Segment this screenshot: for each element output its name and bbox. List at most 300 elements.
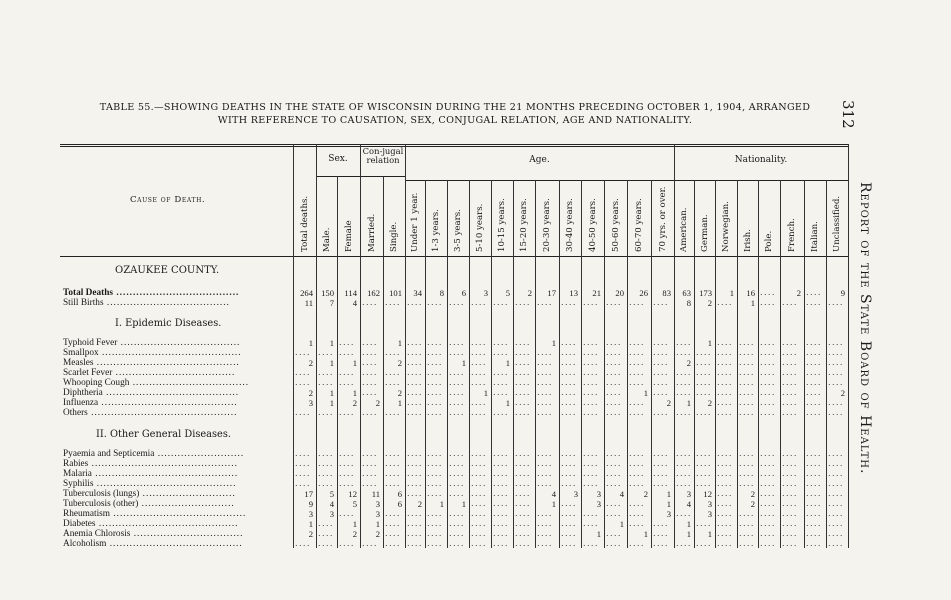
empty-cell: .... <box>653 358 669 367</box>
empty-cell: .... <box>449 398 465 407</box>
empty-cell: .... <box>537 529 553 538</box>
empty-cell: .... <box>583 348 599 357</box>
row-label: Smallpox .......................................... <box>63 348 242 358</box>
empty-cell: .... <box>449 459 465 468</box>
empty-cell: .... <box>471 398 487 407</box>
table-cell: 1 <box>375 519 380 529</box>
column-header: 70 yrs. or over. <box>657 186 668 252</box>
row-label: Diphtheria ........................................ <box>63 388 240 398</box>
empty-cell: .... <box>629 398 645 407</box>
empty-cell: .... <box>606 509 622 518</box>
empty-cell: .... <box>760 388 776 397</box>
empty-cell: .... <box>515 408 531 417</box>
empty-cell: .... <box>653 529 669 538</box>
conjugal-header: Con-jugal relation <box>362 146 404 165</box>
table-cell: 2 <box>686 358 691 368</box>
table-cell: 20 <box>615 288 624 298</box>
empty-cell: .... <box>515 298 531 307</box>
row-label: Typhoid Fever .................................... <box>63 338 241 348</box>
empty-cell: .... <box>760 469 776 478</box>
table-cell: 1 <box>505 358 510 368</box>
empty-cell: .... <box>493 348 509 357</box>
empty-cell: .... <box>407 479 423 488</box>
empty-cell: .... <box>676 449 692 458</box>
column-header: Unclassified. <box>832 195 842 252</box>
empty-cell: .... <box>828 479 844 488</box>
table-cell: 7 <box>329 298 334 308</box>
empty-cell: .... <box>606 398 622 407</box>
column-rule <box>804 180 805 548</box>
empty-cell: .... <box>339 539 355 548</box>
empty-cell: .... <box>471 358 487 367</box>
column-header: 60-70 years. <box>634 198 644 252</box>
table-top-rule-2 <box>60 146 848 147</box>
empty-cell: .... <box>339 408 355 417</box>
empty-cell: .... <box>782 338 798 347</box>
table-cell: 5 <box>505 288 510 298</box>
empty-cell: .... <box>653 539 669 548</box>
empty-cell: .... <box>653 298 669 307</box>
empty-cell: .... <box>427 479 443 488</box>
empty-cell: .... <box>782 368 798 377</box>
empty-cell: .... <box>471 449 487 458</box>
table-cell: 1 <box>707 338 712 348</box>
empty-cell: .... <box>515 338 531 347</box>
empty-cell: .... <box>295 469 311 478</box>
empty-cell: .... <box>828 529 844 538</box>
empty-cell: .... <box>427 509 443 518</box>
column-header: 20-30 years. <box>542 198 552 252</box>
empty-cell: .... <box>676 338 692 347</box>
table-cell: 1 <box>551 338 556 348</box>
table-cell: 162 <box>367 288 380 298</box>
empty-cell: .... <box>427 338 443 347</box>
empty-cell: .... <box>806 298 822 307</box>
empty-cell: .... <box>676 348 692 357</box>
empty-cell: .... <box>806 378 822 387</box>
empty-cell: .... <box>407 388 423 397</box>
table-cell: 16 <box>746 288 755 298</box>
empty-cell: .... <box>407 338 423 347</box>
empty-cell: .... <box>561 459 577 468</box>
empty-cell: .... <box>471 459 487 468</box>
column-header: American. <box>679 207 689 252</box>
empty-cell: .... <box>739 348 755 357</box>
empty-cell: .... <box>318 348 334 357</box>
empty-cell: .... <box>449 408 465 417</box>
table-cell: 2 <box>397 388 402 398</box>
empty-cell: .... <box>782 398 798 407</box>
column-rule <box>469 180 470 548</box>
empty-cell: .... <box>362 338 378 347</box>
empty-cell: .... <box>653 479 669 488</box>
empty-cell: .... <box>449 338 465 347</box>
empty-cell: .... <box>739 479 755 488</box>
row-label: Tuberculosis (other) ............................ <box>63 499 235 509</box>
table-cell: 3 <box>666 509 671 519</box>
empty-cell: .... <box>493 519 509 528</box>
empty-cell: .... <box>760 378 776 387</box>
empty-cell: .... <box>629 459 645 468</box>
empty-cell: .... <box>828 338 844 347</box>
empty-cell: .... <box>696 539 712 548</box>
table-cell: 2 <box>352 398 357 408</box>
empty-cell: .... <box>739 449 755 458</box>
empty-cell: .... <box>806 348 822 357</box>
table-cell: 8 <box>439 288 444 298</box>
empty-cell: .... <box>493 459 509 468</box>
row-label: Scarlet Fever .................................... <box>63 368 236 378</box>
empty-cell: .... <box>537 449 553 458</box>
title-line-2: WITH REFERENCE TO CAUSATION, SEX, CONJUGAL RELATION, AGE AND NATIONALITY. <box>217 115 693 126</box>
row-label: Malaria ........................................... <box>63 469 239 479</box>
table-cell: 83 <box>662 288 671 298</box>
empty-cell: .... <box>339 479 355 488</box>
table-cell: 1 <box>397 338 402 348</box>
empty-cell: .... <box>828 398 844 407</box>
column-header: 30-40 years. <box>565 198 575 252</box>
empty-cell: .... <box>717 348 733 357</box>
page-number: 312 <box>839 100 857 129</box>
table-cell: 9 <box>308 499 313 509</box>
empty-cell: .... <box>828 459 844 468</box>
empty-cell: .... <box>561 348 577 357</box>
empty-cell: .... <box>782 519 798 528</box>
empty-cell: .... <box>739 358 755 367</box>
row-label: Whooping Cough ................................... <box>63 378 250 388</box>
empty-cell: .... <box>471 338 487 347</box>
empty-cell: .... <box>515 479 531 488</box>
empty-cell: .... <box>782 539 798 548</box>
empty-cell: .... <box>407 459 423 468</box>
table-cell: 9 <box>840 288 845 298</box>
table-cell: 21 <box>592 288 601 298</box>
empty-cell: .... <box>493 408 509 417</box>
table-cell: 2 <box>796 288 801 298</box>
empty-cell: .... <box>339 459 355 468</box>
table-cell: 1 <box>352 388 357 398</box>
empty-cell: .... <box>760 509 776 518</box>
empty-cell: .... <box>828 509 844 518</box>
column-header: 15-20 years. <box>519 198 529 252</box>
table-cell: 3 <box>707 509 712 519</box>
empty-cell: .... <box>583 509 599 518</box>
empty-cell: .... <box>407 529 423 538</box>
empty-cell: .... <box>537 398 553 407</box>
empty-cell: .... <box>717 529 733 538</box>
empty-cell: .... <box>760 368 776 377</box>
empty-cell: .... <box>561 388 577 397</box>
empty-cell: .... <box>385 459 401 468</box>
empty-cell: .... <box>606 368 622 377</box>
empty-cell: .... <box>606 358 622 367</box>
empty-cell: .... <box>629 348 645 357</box>
empty-cell: .... <box>760 459 776 468</box>
empty-cell: .... <box>629 358 645 367</box>
column-header: French. <box>787 218 797 252</box>
age-header: Age. <box>529 155 550 165</box>
empty-cell: .... <box>806 338 822 347</box>
empty-cell: .... <box>449 479 465 488</box>
empty-cell: .... <box>717 469 733 478</box>
table-cell: 12 <box>703 489 712 499</box>
empty-cell: .... <box>362 368 378 377</box>
empty-cell: .... <box>676 479 692 488</box>
empty-cell: .... <box>407 519 423 528</box>
empty-cell: .... <box>537 388 553 397</box>
empty-cell: .... <box>739 378 755 387</box>
table-cell: 264 <box>300 288 313 298</box>
empty-cell: .... <box>739 398 755 407</box>
empty-cell: .... <box>760 539 776 548</box>
empty-cell: .... <box>782 298 798 307</box>
empty-cell: .... <box>760 499 776 508</box>
row-label: Syphilis .......................................... <box>63 479 237 489</box>
empty-cell: .... <box>427 348 443 357</box>
empty-cell: .... <box>739 469 755 478</box>
empty-cell: .... <box>427 378 443 387</box>
empty-cell: .... <box>407 378 423 387</box>
empty-cell: .... <box>449 449 465 458</box>
empty-cell: .... <box>760 358 776 367</box>
table-cell: 2 <box>308 529 313 539</box>
empty-cell: .... <box>606 298 622 307</box>
empty-cell: .... <box>407 298 423 307</box>
empty-cell: .... <box>717 378 733 387</box>
empty-cell: .... <box>583 388 599 397</box>
empty-cell: .... <box>828 368 844 377</box>
table-cell: 2 <box>707 298 712 308</box>
table-cell: 1 <box>439 499 444 509</box>
empty-cell: .... <box>653 408 669 417</box>
empty-cell: .... <box>561 539 577 548</box>
empty-cell: .... <box>561 449 577 458</box>
table-cell: 2 <box>352 529 357 539</box>
column-rule <box>425 180 426 548</box>
empty-cell: .... <box>493 368 509 377</box>
table-cell: 1 <box>619 519 624 529</box>
empty-cell: .... <box>339 338 355 347</box>
empty-cell: .... <box>782 358 798 367</box>
empty-cell: .... <box>739 388 755 397</box>
empty-cell: .... <box>828 539 844 548</box>
column-header: 3-5 years. <box>453 209 463 252</box>
table-cell: 1 <box>352 519 357 529</box>
column-header: Norwegian. <box>721 201 731 252</box>
empty-cell: .... <box>449 519 465 528</box>
empty-cell: .... <box>806 469 822 478</box>
table-cell: 2 <box>643 489 648 499</box>
empty-cell: .... <box>561 479 577 488</box>
empty-cell: .... <box>537 459 553 468</box>
empty-cell: .... <box>676 408 692 417</box>
table-cell: 8 <box>686 298 691 308</box>
table-cell: 2 <box>750 489 755 499</box>
table-cell: 3 <box>308 398 313 408</box>
column-rule <box>405 144 406 548</box>
empty-cell: .... <box>561 529 577 538</box>
table-cell: 4 <box>686 499 691 509</box>
empty-cell: .... <box>362 388 378 397</box>
empty-cell: .... <box>537 519 553 528</box>
empty-cell: .... <box>427 398 443 407</box>
empty-cell: .... <box>828 489 844 498</box>
table-cell: 114 <box>344 288 357 298</box>
empty-cell: .... <box>828 449 844 458</box>
empty-cell: .... <box>782 348 798 357</box>
empty-cell: .... <box>362 449 378 458</box>
table-cell: 3 <box>596 499 601 509</box>
empty-cell: .... <box>407 408 423 417</box>
empty-cell: .... <box>385 408 401 417</box>
empty-cell: .... <box>606 529 622 538</box>
row-label: Others ............................................ <box>63 408 238 418</box>
empty-cell: .... <box>385 298 401 307</box>
empty-cell: .... <box>629 368 645 377</box>
table-cell: 1 <box>461 358 466 368</box>
empty-cell: .... <box>515 519 531 528</box>
table-cell: 6 <box>461 288 466 298</box>
table-cell: 1 <box>352 358 357 368</box>
table-cell: 26 <box>639 288 648 298</box>
empty-cell: .... <box>583 338 599 347</box>
empty-cell: .... <box>449 489 465 498</box>
empty-cell: .... <box>515 348 531 357</box>
table-cell: 1 <box>308 519 313 529</box>
empty-cell: .... <box>493 529 509 538</box>
empty-cell: .... <box>739 509 755 518</box>
column-rule <box>848 144 849 548</box>
empty-cell: .... <box>385 469 401 478</box>
empty-cell: .... <box>696 408 712 417</box>
table-cell: 1 <box>308 338 313 348</box>
table-cell: 13 <box>569 288 578 298</box>
empty-cell: .... <box>385 348 401 357</box>
table-cell: 3 <box>483 288 488 298</box>
empty-cell: .... <box>717 398 733 407</box>
empty-cell: .... <box>407 509 423 518</box>
empty-cell: .... <box>295 378 311 387</box>
empty-cell: .... <box>583 539 599 548</box>
empty-cell: .... <box>295 459 311 468</box>
empty-cell: .... <box>407 469 423 478</box>
row-label: Influenza ......................................... <box>63 398 238 408</box>
empty-cell: .... <box>583 459 599 468</box>
empty-cell: .... <box>295 449 311 458</box>
empty-cell: .... <box>653 388 669 397</box>
empty-cell: .... <box>606 469 622 478</box>
empty-cell: .... <box>739 408 755 417</box>
empty-cell: .... <box>606 539 622 548</box>
sex-header: Sex. <box>328 154 348 164</box>
empty-cell: .... <box>739 368 755 377</box>
empty-cell: .... <box>717 489 733 498</box>
empty-cell: .... <box>828 408 844 417</box>
table-cell: 17 <box>304 489 313 499</box>
empty-cell: .... <box>471 408 487 417</box>
table-cell: 2 <box>375 398 380 408</box>
empty-cell: .... <box>583 469 599 478</box>
empty-cell: .... <box>760 398 776 407</box>
empty-cell: .... <box>471 499 487 508</box>
table-cell: 1 <box>686 519 691 529</box>
empty-cell: .... <box>828 378 844 387</box>
column-rule <box>826 180 827 548</box>
empty-cell: .... <box>606 459 622 468</box>
column-rule <box>715 180 716 548</box>
empty-cell: .... <box>676 378 692 387</box>
empty-cell: .... <box>493 338 509 347</box>
column-header: Italian. <box>810 221 820 252</box>
empty-cell: .... <box>606 499 622 508</box>
table-cell: 1 <box>329 358 334 368</box>
empty-cell: .... <box>782 469 798 478</box>
table-cell: 2 <box>308 388 313 398</box>
nationality-header: Nationality. <box>734 155 788 165</box>
empty-cell: .... <box>449 348 465 357</box>
empty-cell: .... <box>471 348 487 357</box>
empty-cell: .... <box>427 529 443 538</box>
empty-cell: .... <box>828 348 844 357</box>
empty-cell: .... <box>583 449 599 458</box>
table-cell: 3 <box>707 499 712 509</box>
column-rule <box>360 144 361 548</box>
table-cell: 1 <box>750 298 755 308</box>
table-cell: 2 <box>375 529 380 539</box>
empty-cell: .... <box>318 539 334 548</box>
column-header: German. <box>699 214 710 252</box>
empty-cell: .... <box>427 368 443 377</box>
empty-cell: .... <box>806 398 822 407</box>
column-header: Irish. <box>742 229 753 252</box>
empty-cell: .... <box>493 378 509 387</box>
empty-cell: .... <box>806 358 822 367</box>
empty-cell: .... <box>782 529 798 538</box>
empty-cell: .... <box>696 479 712 488</box>
empty-cell: .... <box>471 519 487 528</box>
empty-cell: .... <box>717 388 733 397</box>
empty-cell: .... <box>717 479 733 488</box>
empty-cell: .... <box>696 459 712 468</box>
empty-cell: .... <box>537 469 553 478</box>
empty-cell: .... <box>739 539 755 548</box>
table-cell: 3 <box>308 509 313 519</box>
empty-cell: .... <box>782 489 798 498</box>
empty-cell: .... <box>782 408 798 417</box>
empty-cell: .... <box>828 499 844 508</box>
empty-cell: .... <box>676 368 692 377</box>
empty-cell: .... <box>318 449 334 458</box>
table-cell: 150 <box>321 288 334 298</box>
empty-cell: .... <box>493 449 509 458</box>
empty-cell: .... <box>471 539 487 548</box>
empty-cell: .... <box>782 479 798 488</box>
empty-cell: .... <box>717 368 733 377</box>
empty-cell: .... <box>427 449 443 458</box>
empty-cell: .... <box>339 469 355 478</box>
empty-cell: .... <box>407 368 423 377</box>
empty-cell: .... <box>471 479 487 488</box>
empty-cell: .... <box>828 298 844 307</box>
table-cell: 11 <box>371 489 380 499</box>
table-cell: 101 <box>389 288 402 298</box>
empty-cell: .... <box>739 338 755 347</box>
empty-cell: .... <box>385 449 401 458</box>
empty-cell: .... <box>385 479 401 488</box>
table-cell: 3 <box>375 499 380 509</box>
empty-cell: .... <box>449 469 465 478</box>
empty-cell: .... <box>318 408 334 417</box>
